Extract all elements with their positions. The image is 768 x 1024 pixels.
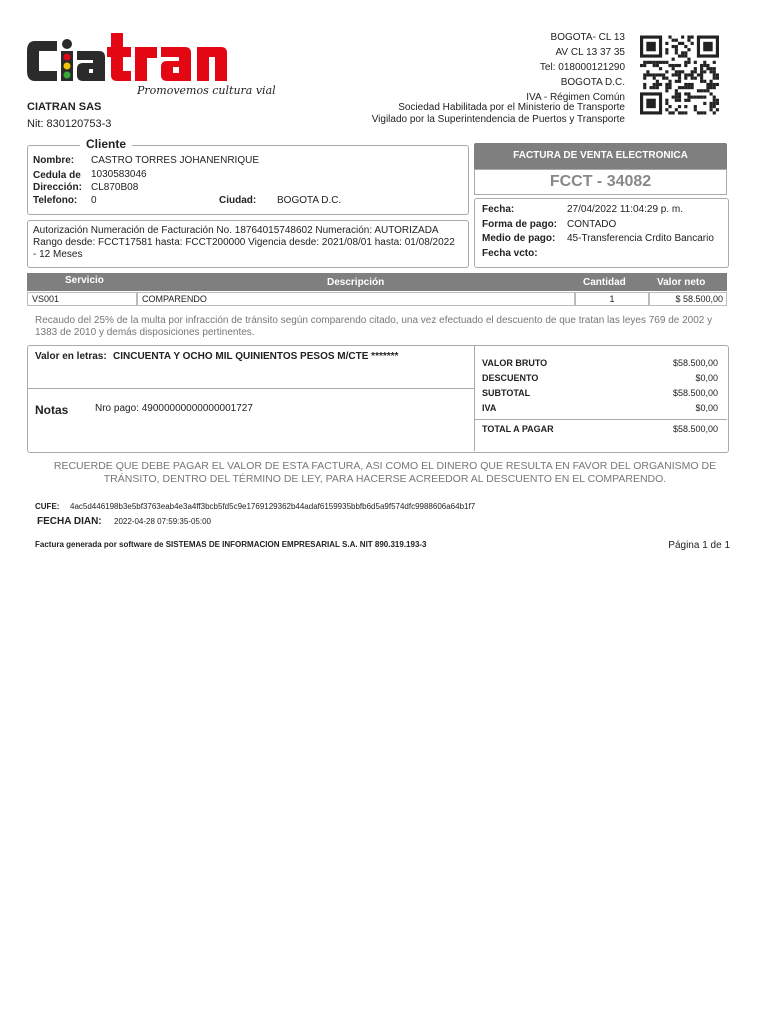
gross-value: $58.500,00 [672,358,718,368]
company-nit: Nit: 830120753-3 [27,118,112,130]
payment-method: 45-Transferencia Crdito Bancario [567,233,714,244]
client-phone: 0 [91,195,97,206]
page-number: Página 1 de 1 [668,540,730,551]
client-name: CASTRO TORRES JOHANENRIQUE [91,155,259,166]
qr-code [640,34,719,116]
col-description: Descripción [327,277,385,288]
discount-label: DESCUENTO [482,373,539,383]
address-line: BOGOTA- CL 13 [550,32,625,43]
address-line: Tel: 018000121290 [539,62,625,73]
notes-label: Notas [35,403,69,417]
gross-label: VALOR BRUTO [482,358,548,368]
client-phone-label: Telefono: [33,195,78,206]
words-divider [27,388,474,389]
address-line: BOGOTA D.C. [560,77,625,88]
address-line: IVA - Régimen Común [526,92,625,103]
row-description: COMPARENDO [137,292,575,306]
due-date-label: Fecha vcto: [482,248,538,259]
total-divider [474,419,727,420]
authorization-line: Autorización Numeración de Facturación No. 18764015748602 Numeración: AUTORIZADA [33,225,439,236]
authorization-box [27,220,469,268]
amount-words-label: Valor en letras: [35,351,107,362]
subtotal-value: $58.500,00 [672,388,718,398]
client-city: BOGOTA D.C. [277,195,342,206]
cufe-label: CUFE: [35,502,60,511]
items-table-header [27,273,727,291]
recaudo-note: Recaudo del 25% de la multa por infracción de tránsito según comparendo citado, una vez efectuado el descuento de que tratan las leyes 769 de 2002 y 1383 de 2010 y demás disposiciones pertinentes. [35,315,713,338]
legal-notice [372,102,625,126]
cufe-value: 4ac5d446198b3e5bf3763eab4e3a4ff3bcb5fd5c9e1769129362b44adaf6159935bbfb6d5a9f574dfc9988606a64b1f7 [70,502,476,511]
row-net-value: $ 58.500,00 [649,292,727,306]
dian-date-label: FECHA DIAN: [37,516,102,527]
invoice-date-label: Fecha: [482,204,515,215]
payment-form: CONTADO [567,219,617,230]
notes-value: Nro pago: 49000000000000001727 [95,403,253,414]
discount-value: $0,00 [695,373,718,383]
table-row [27,292,727,306]
address-line: AV CL 13 37 35 [555,47,625,58]
subtotal-label: SUBTOTAL [482,388,531,398]
iva-label: IVA [482,403,497,413]
client-legend: Cliente [80,137,132,151]
legal-line: Sociedad Habilitada por el Ministerio de Transporte [398,102,625,113]
total-value: $58.500,00 [672,424,718,434]
client-name-label: Nombre: [33,155,75,166]
row-quantity: 1 [575,292,649,306]
company-name: CIATRAN SAS [27,101,102,113]
col-quantity: Cantidad [583,277,626,288]
client-address: CL870B08 [91,182,139,193]
payment-method-label: Medio de pago: [482,233,556,244]
col-service: Servicio [65,275,104,286]
total-label: TOTAL A PAGAR [482,424,554,434]
authorization-line: - 12 Meses [33,249,83,260]
company-address [526,30,625,105]
software-footer: Factura generada por software de SISTEMAS DE INFORMACION EMPRESARIAL S.A. NIT 890.319.193-3 [35,540,427,549]
row-service: VS001 [27,292,137,306]
client-city-label: Ciudad: [219,195,257,206]
client-address-label: Dirección: [33,182,82,193]
authorization-line: Rango desde: FCCT17581 hasta: FCCT200000 Vigencia desde: 2021/08/01 hasta: 01/08/2022 [33,237,455,248]
amount-words: CINCUENTA Y OCHO MIL QUINIENTOS PESOS M/CTE ******* [113,351,399,362]
client-id: 1030583046 [91,169,147,180]
invoice-date: 27/04/2022 11:04:29 p. m. [567,204,684,215]
payment-reminder: RECUERDE QUE DEBE PAGAR EL VALOR DE ESTA FACTURA, ASI COMO EL DINERO QUE RESULTA EN FAVOR DEL ORGANISMO DE TRÁNSITO, DENTRO DEL TÉRMINO DE LEY, PARA HACERSE ACREEDOR AL DESCUENTO EN EL COMPARENDO. [53,460,717,485]
payment-form-label: Forma de pago: [482,219,558,230]
dian-date-value: 2022-04-28 07:59:35-05:00 [114,517,211,526]
invoice-number: FCCT - 34082 [474,169,727,195]
iva-value: $0,00 [695,403,718,413]
totals-divider [474,345,475,451]
col-net-value: Valor neto [657,277,706,288]
legal-line: Vigilado por la Superintendencia de Puertos y Transporte [371,114,625,125]
invoice-title: FACTURA DE VENTA ELECTRONICA [474,143,727,169]
brand-slogan: Promovemos cultura vial [137,84,276,97]
client-id-label: Cedula de [33,170,81,181]
